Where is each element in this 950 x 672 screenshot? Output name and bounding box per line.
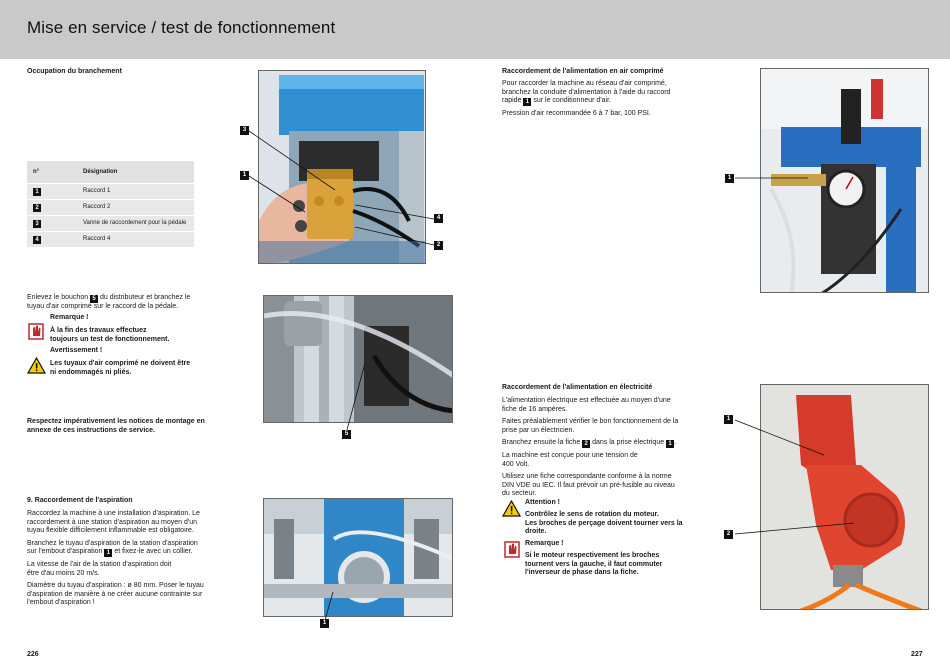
hand-note-icon [504, 541, 520, 558]
number-1: 1 [523, 98, 531, 106]
avertissement-text: Les tuyaux d'air comprimé ne doivent être ni endommagés ni pliés. [50, 360, 191, 376]
number-1: 1 [104, 549, 112, 557]
number-2: 2 [582, 440, 590, 448]
callout-suction-1: 1 [320, 619, 329, 628]
plug-leader-lines [729, 415, 859, 540]
respect-note: Respectez impérativement les notices de montage en annexe de ces instructions de service. [27, 418, 205, 434]
page-number-left: 226 [27, 651, 39, 658]
bouchon-paragraph: Enlevez le bouchon 5 du distributeur et branchez le tuyau d'air comprimé sur le raccord de la pédale. [27, 294, 191, 310]
row-label: Raccord 1 [77, 183, 194, 199]
remarque-label: Remarque ! [50, 314, 89, 321]
table-row [27, 231, 194, 247]
row-label: Vanne de raccordement pour la pédale [77, 215, 194, 231]
air-title: Raccordement de l'alimentation en air comprimé [502, 68, 664, 75]
page-header [0, 0, 950, 59]
callout-plug-1: 1 [724, 415, 733, 424]
col-n: n° [27, 161, 77, 183]
row-number: 2 [33, 204, 41, 212]
suction-photo [263, 498, 453, 617]
callout-5: 5 [342, 430, 351, 439]
electricity-body: L'alimentation électrique est effectuée au moyen d'une fiche de 16 ampères. Faites préalablement vérifier le bon fonctionnement de la prise par un électricien. Branchez ensuite la fiche 2 dans la prise électrique 1 . La machine est conçue pour une tension de 400 Volt. Utilisez une fiche correspondante conforme à la norme DIN VDE ou IEC. Il faut prévoir un pré-fusible au niveau du secteur. [502, 397, 679, 497]
electricity-title: Raccordement de l'alimentation en électricité [502, 384, 653, 391]
callout-4: 4 [434, 214, 443, 223]
callout-air-1: 1 [725, 174, 734, 183]
table-row [27, 183, 194, 199]
number-5: 5 [90, 295, 98, 303]
air-leader-line [733, 170, 813, 185]
row-number: 3 [33, 220, 41, 228]
warning-icon [502, 500, 521, 517]
col-designation: Désignation [77, 161, 194, 183]
page-number-right: 227 [911, 651, 923, 658]
row-label: Raccord 2 [77, 199, 194, 215]
occupation-title: Occupation du branchement [27, 68, 122, 75]
valve-leader-lines [240, 125, 440, 255]
table-row [27, 199, 194, 215]
callout-2: 2 [434, 241, 443, 250]
callout-plug-2: 2 [724, 530, 733, 539]
callout-3: 3 [240, 126, 249, 135]
page-title: Mise en service / test de fonctionnement [27, 18, 336, 37]
callout-1: 1 [240, 171, 249, 180]
remarque-text-right: Si le moteur respectivement les broches tournent vers la gauche, il faut commuter l'inverseur de phase dans la fiche. [525, 552, 663, 576]
connection-table [27, 161, 194, 248]
row-number: 4 [33, 236, 41, 244]
remarque-label-right: Remarque ! [525, 540, 564, 547]
attention-label: Attention ! [525, 499, 560, 506]
section-9-title: 9. Raccordement de l'aspiration [27, 497, 133, 504]
row-label: Raccord 4 [77, 231, 194, 247]
attention-text: Contrôlez le sens de rotation du moteur. Les broches de perçage doivent tourner vers la droite. [525, 511, 683, 535]
hand-note-icon [28, 323, 44, 340]
row-number: 1 [33, 188, 41, 196]
number-1: 1 [666, 440, 674, 448]
avertissement-label: Avertissement ! [50, 347, 103, 354]
air-body: Pour raccorder la machine au réseau d'air comprimé, branchez la conduite d'alimentation à l'aide du raccord rapide 1 sur le conditionneur d'air. Pression d'air recommandée 6 à 7 bar, 100 PSI. [502, 80, 671, 117]
section-9-body: Raccordez la machine à une installation d'aspiration. Le raccordement à une station d'aspiration au moyen d'un tuyau flexible difficilement inflammable est obligatoire. Branchez le tuyau d'aspiration de la station d'aspiration sur l'embout d'aspiration 1 et fixez-le avec un collier. La vitesse de l'air de la station d'aspiration doit être d'au moins 20 m/s. Diamètre du tuyau d'aspiration : ø 80 mm. Poser le tuyau d'aspiration de manière à ne créer aucune contrainte sur l'embout d'aspiration ! [27, 510, 204, 606]
remarque-text: À la fin des travaux effectuez toujours un test de fonctionnement. [50, 327, 170, 343]
table-header [27, 161, 194, 183]
warning-icon [27, 357, 46, 374]
pedal-leader-line [340, 360, 370, 435]
table-row [27, 215, 194, 231]
